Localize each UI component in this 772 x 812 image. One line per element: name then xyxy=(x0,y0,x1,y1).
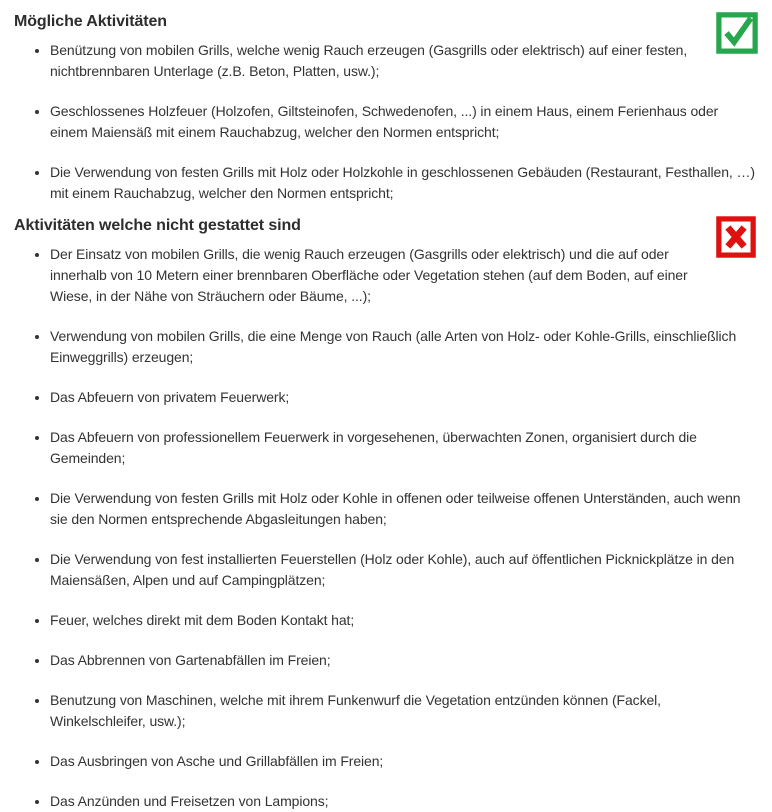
section-forbidden-activities xyxy=(14,216,758,812)
list-item: • Das Anzünden und Freisetzen von Lampions; xyxy=(50,791,758,812)
list-item: • Verwendung von mobilen Grills, die eine Menge von Rauch (alle Arten von Holz- oder Kohle-Grills, einschließlich Einweggrills) erzeugen; xyxy=(50,326,758,368)
list-item: • Feuer, welches direkt mit dem Boden Kontakt hat; xyxy=(50,610,758,631)
list-item: • Das Abfeuern von professionellem Feuerwerk in vorgesehenen, überwachten Zonen, organisiert durch die Gemeinden; xyxy=(50,427,758,469)
list-item: • Die Verwendung von festen Grills mit Holz oder Holzkohle in geschlossenen Gebäuden (Restaurant, Festhallen, …) mit einem Rauchabzug, welcher den Normen entspricht; xyxy=(50,162,758,204)
section-heading-allowed: Mögliche Aktivitäten xyxy=(14,13,167,30)
list-item: • Das Abfeuern von privatem Feuerwerk; xyxy=(50,387,758,408)
list-item: • Das Abbrennen von Gartenabfällen im Freien; xyxy=(50,650,758,671)
list-item: • Benutzung von Maschinen, welche mit ihrem Funkenwurf die Vegetation entzünden können (Fackel, Winkelschleifer, usw.); xyxy=(50,690,758,732)
list-item: • Geschlossenes Holzfeuer (Holzofen, Giltsteinofen, Schwedenofen, ...) in einem Haus, einem Ferienhaus oder einem Maiensäß mit einem Rauchabzug, welcher den Normen entspricht; xyxy=(50,101,758,143)
list-item: • Das Ausbringen von Asche und Grillabfällen im Freien; xyxy=(50,751,758,772)
list-item: • Der Einsatz von mobilen Grills, die wenig Rauch erzeugen (Gasgrills oder elektrisch) und die auf oder innerhalb von 10 Metern einer brennbaren Oberfläche oder Vegetation stehen (auf dem Boden, auf einer Wiese, in der Nähe von Sträuchern oder Bäume, ...); xyxy=(50,244,758,307)
checkmark-allowed-icon xyxy=(716,12,758,54)
list-item: • Die Verwendung von festen Grills mit Holz oder Kohle in offenen oder teilweise offenen Unterständen, auch wenn sie den Normen entsprechende Abgasleitungen haben; xyxy=(50,488,758,530)
list-item: • Die Verwendung von fest installierten Feuerstellen (Holz oder Kohle), auch auf öffentlichen Picknickplätze in den Maiensäßen, Alpen und auf Campingplätzen; xyxy=(50,549,758,591)
section-heading-forbidden: Aktivitäten welche nicht gestattet sind xyxy=(14,217,301,234)
fire-regulations-article xyxy=(14,12,758,812)
allowed-activities-list xyxy=(14,40,758,204)
section-allowed-activities xyxy=(14,12,758,204)
list-item: • Benützung von mobilen Grills, welche wenig Rauch erzeugen (Gasgrills oder elektrisch) auf einer festen, nichtbrennbaren Unterlage (z.B. Beton, Platten, usw.); xyxy=(50,40,758,82)
forbidden-activities-list xyxy=(14,244,758,812)
cross-forbidden-icon xyxy=(716,216,758,258)
